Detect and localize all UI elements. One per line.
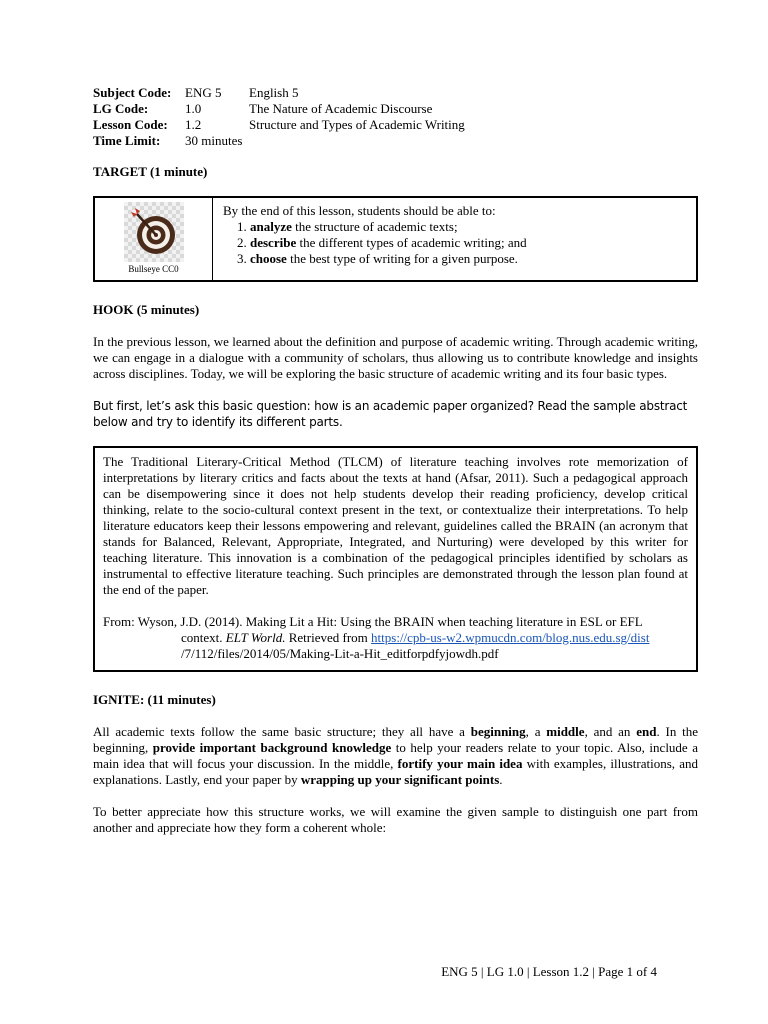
- hook-paragraph-2: But first, let’s ask this basic question: how is an academic paper organized? Read the sample abstract below and try to identify its different parts.: [93, 399, 688, 429]
- body-text: . In the beginning,: [93, 724, 698, 755]
- meta-desc: [249, 133, 698, 149]
- objective-text: the best type of writing for a given purpose.: [286, 251, 518, 266]
- meta-desc: English 5: [249, 85, 299, 100]
- lesson-meta: [93, 85, 698, 149]
- objectives-intro: By the end of this lesson, students should be able to:: [223, 203, 496, 218]
- objectives-list: [223, 219, 527, 267]
- ignite-paragraph-2: To better appreciate how this structure works, we will examine the given sample to distinguish one part from another and appreciate how they form a coherent whole:: [93, 804, 698, 835]
- target-objectives: [213, 198, 537, 280]
- reference-context: context.: [181, 630, 226, 645]
- reference-retrieved: Retrieved from: [285, 630, 372, 645]
- ignite-heading: IGNITE: (11 minutes): [93, 692, 216, 707]
- abstract-text: The Traditional Literary-Critical Method (TLCM) of literature teaching involves rote memorization of interpretations by literary critics and facts about the texts at hand (Afsar, 2011). Such a pedagogical approach can be disempowering since it does not help students develop their reading proficiency, develop critical thinking, relate to the socio-cultural context present in the text, or contextualize their interpretations. To help literature educators keep their lessons empowering and relevant, guidelines called the BRAIN (an acronym that stands for Balanced, Relevant, Appropriate, Integrated, and Nurturing) were developed by this writer for teaching literature. This innovation is a combination of the pedagogical principles identified by scholars as instrumental to effective literature teaching. Such principles are demonstrated through the lesson plan found at the end of the paper.: [103, 454, 688, 597]
- body-text: .: [499, 772, 503, 787]
- footer-text: ENG 5 | LG 1.0 | Lesson 1.2 | Page 1 of 4: [441, 964, 657, 979]
- hook-heading: HOOK (5 minutes): [93, 302, 200, 317]
- meta-code: 1.0: [185, 101, 202, 116]
- objective-item: [250, 219, 527, 235]
- target-heading: TARGET (1 minute): [93, 164, 208, 179]
- document-page: [93, 85, 698, 852]
- page-footer: [0, 964, 768, 980]
- abstract-box: [93, 446, 698, 672]
- body-text: with examples, illustrations, and explanations. Lastly, end your paper by: [93, 756, 698, 787]
- meta-key: LG Code:: [93, 101, 149, 116]
- body-text: , a: [525, 724, 547, 739]
- reference-journal: ELT World.: [225, 630, 286, 645]
- image-caption: Bullseye CC0: [128, 264, 179, 274]
- emphasis-text: provide important background knowledge: [152, 740, 392, 755]
- meta-key: Lesson Code:: [93, 117, 168, 132]
- ignite-paragraph-1: [93, 724, 698, 788]
- bullseye-image: [95, 198, 213, 280]
- meta-code: ENG 5: [185, 85, 222, 100]
- objective-text: the different types of academic writing; and: [296, 235, 527, 250]
- body-text: All academic texts follow the same basic structure; they all have a: [93, 724, 471, 739]
- emphasis-text: wrapping up your significant points: [300, 772, 500, 787]
- objective-verb: describe: [250, 235, 297, 250]
- objective-item: [250, 235, 527, 251]
- meta-key: Subject Code:: [93, 85, 172, 100]
- meta-key: Time Limit:: [93, 133, 161, 148]
- reference-link[interactable]: https://cpb-us-w2.wpmucdn.com/blog.nus.edu.sg/dist: [371, 630, 650, 645]
- hook-paragraph-1: In the previous lesson, we learned about the definition and purpose of academic writing. Through academic writing, we can engage in a dialogue with a community of scholars, thus allowing us to contribute knowledge and insights across disciplines. Today, we will be exploring the basic structure of academic writing and its four basic types.: [93, 334, 698, 381]
- objective-text: the structure of academic texts;: [291, 219, 458, 234]
- reference-line-1: From: Wyson, J.D. (2014). Making Lit a Hit: Using the BRAIN when teaching literature in ESL or EFL: [103, 614, 643, 629]
- meta-desc: Structure and Types of Academic Writing: [249, 117, 465, 132]
- meta-code: 1.2: [185, 117, 202, 132]
- body-text: , and an: [584, 724, 637, 739]
- reference-link-continued: /7/112/files/2014/05/Making-Lit-a-Hit_editforpdfyjowdh.pdf: [181, 646, 499, 661]
- emphasis-text: middle: [546, 724, 585, 739]
- reference-continuation: [103, 630, 688, 662]
- body-text: to help your readers relate to your topic. Also, include a main idea that will focus your discussion. In the middle,: [93, 740, 698, 771]
- emphasis-text: fortify your main idea: [397, 756, 523, 771]
- meta-code: 30 minutes: [185, 133, 243, 148]
- meta-desc: The Nature of Academic Discourse: [249, 101, 433, 116]
- objective-item: [250, 251, 527, 267]
- objective-verb: choose: [250, 251, 287, 266]
- emphasis-text: end: [636, 724, 657, 739]
- bullseye-icon: [124, 202, 184, 262]
- abstract-reference: [103, 614, 688, 662]
- target-box: [93, 196, 698, 282]
- objective-verb: analyze: [250, 219, 292, 234]
- emphasis-text: beginning: [470, 724, 526, 739]
